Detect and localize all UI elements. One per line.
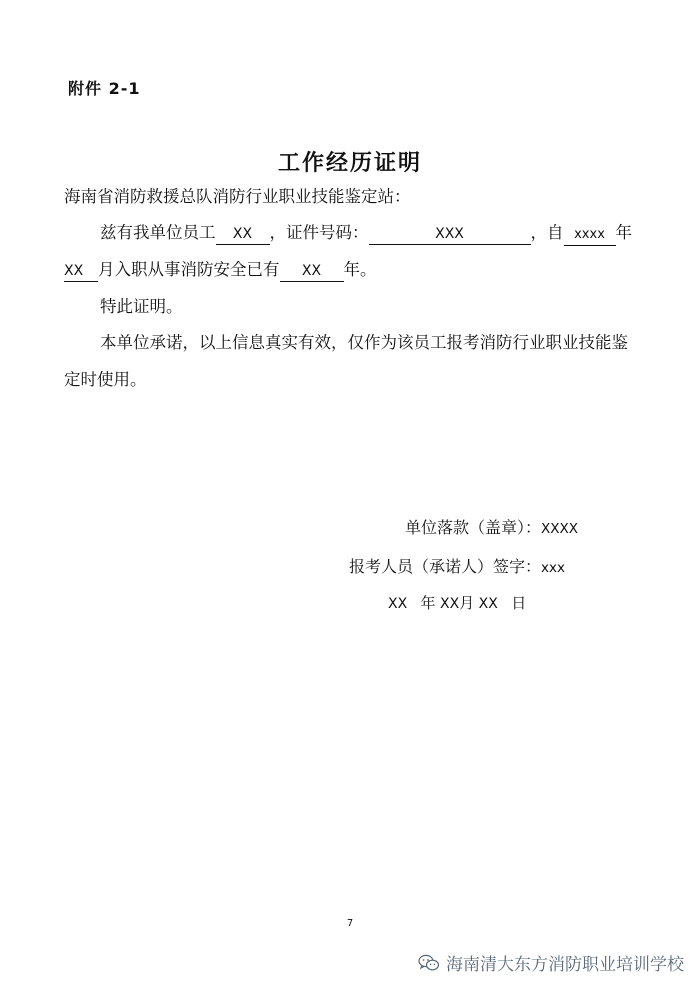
start-month-field: XX <box>64 261 98 282</box>
addressee: 海南省消防救援总队消防行业职业技能鉴定站： <box>64 187 411 206</box>
person-signature <box>349 554 565 577</box>
wechat-icon <box>418 954 440 972</box>
date-year-label: 年 <box>420 594 436 612</box>
page-number: 7 <box>346 918 354 929</box>
unit-signature-label: 单位落款（盖章）： <box>405 518 542 537</box>
paragraph2: 特此证明。 <box>100 297 183 316</box>
employee-name-field: XX <box>216 224 270 245</box>
date-year: XX <box>388 596 408 612</box>
p1-id-label: ，证件号码： <box>269 223 369 242</box>
years-count-field: XX <box>280 261 344 282</box>
unit-signature-value: XXXX <box>541 521 579 537</box>
date-month: XX <box>440 596 460 612</box>
person-signature-label: 报考人员（承诺人）签字： <box>349 557 542 576</box>
watermark <box>418 950 684 975</box>
paragraph3-line2: 定时使用。 <box>64 370 147 389</box>
document-title: 工作经历证明 <box>277 151 422 176</box>
paragraph1-line1 <box>100 222 632 246</box>
p1-intro: 兹有我单位员工 <box>100 223 216 242</box>
unit-signature <box>405 515 578 538</box>
person-signature-value: xxx <box>541 560 565 576</box>
p1-year-char: 年 <box>615 223 632 242</box>
id-number-field: XXX <box>369 224 531 245</box>
p1-from-label: ，自 <box>530 223 564 242</box>
signature-date <box>388 592 526 613</box>
paragraph3-line1: 本单位承诺，以上信息真实有效，仅作为该员工报考消防行业职业技能鉴 <box>100 333 628 352</box>
date-month-label: 月 <box>459 594 475 612</box>
date-day-label: 日 <box>511 594 527 612</box>
attachment-label: 附件 2-1 <box>68 79 141 98</box>
paragraph1-line2 <box>64 259 377 282</box>
p1-years-suffix: 年。 <box>343 260 377 279</box>
start-year-field: xxxx <box>564 225 616 246</box>
watermark-text: 海南清大东方消防职业培训学校 <box>446 955 684 975</box>
p1-continuation: 月入职从事消防安全已有 <box>98 260 280 279</box>
date-day: XX <box>478 596 498 612</box>
